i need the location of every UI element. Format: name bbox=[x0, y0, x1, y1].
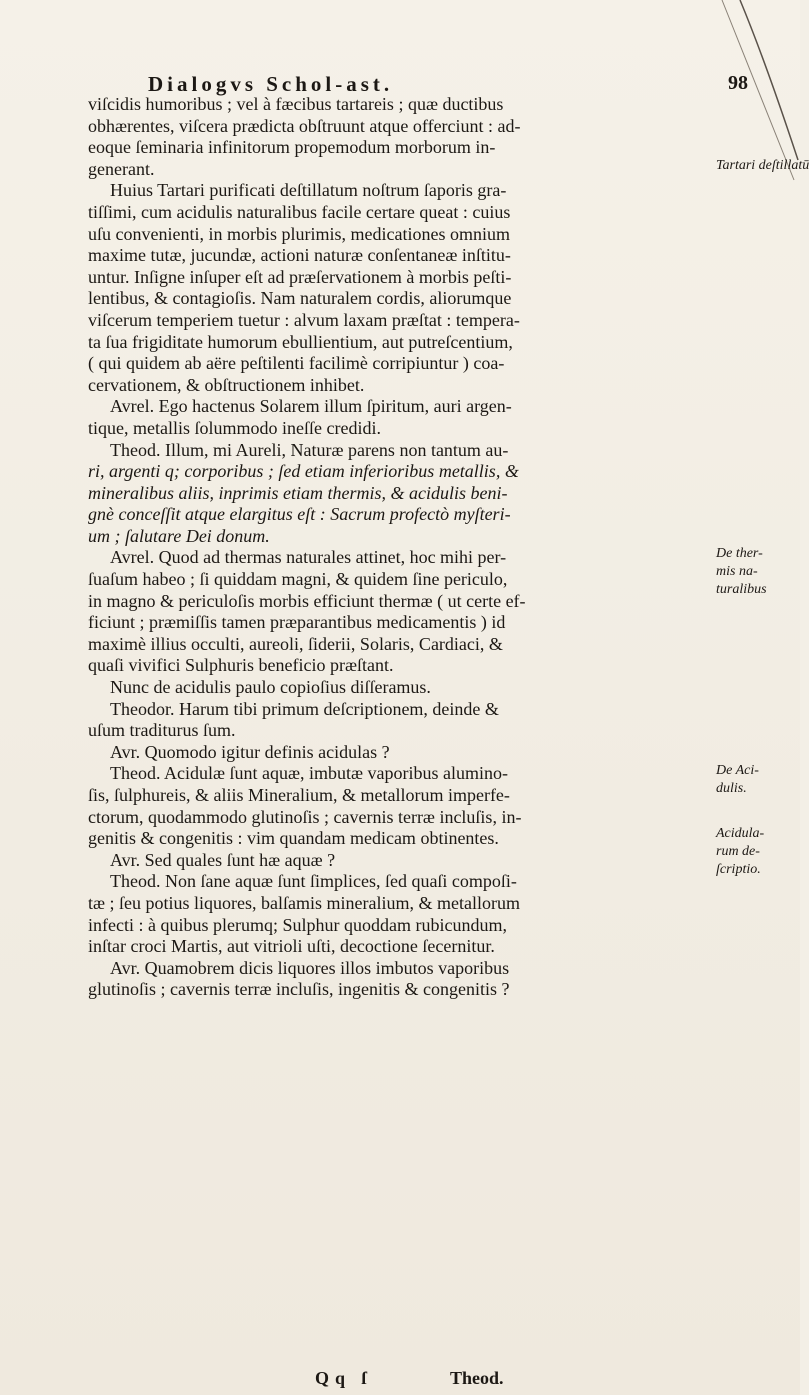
margin-note: De Aci- bbox=[716, 763, 759, 778]
margin-note: De ther- bbox=[716, 546, 763, 561]
margin-note: mis na- bbox=[716, 564, 758, 579]
text-line: Avr. Quamobrem dicis liquores illos imbutos vaporibus bbox=[110, 957, 510, 978]
text-line: uſu convenienti, in morbis plurimis, medicationes omnium bbox=[88, 223, 510, 244]
text-line: Avr. Sed quales ſunt hæ aquæ ? bbox=[110, 849, 336, 870]
text-line: maximè illius occulti, aureoli, ſiderii, Solaris, Cardiaci, & bbox=[88, 633, 503, 654]
text-line: Avr. Quomodo igitur definis acidulas ? bbox=[110, 741, 390, 762]
margin-note: turalibus bbox=[716, 582, 767, 597]
text-line: viſcerum temperiem tuetur : alvum laxam præſtat : tempera- bbox=[88, 309, 520, 330]
text-line: gnè conceſſit atque elargitus eſt : Sacrum profectò myſteri- bbox=[88, 504, 511, 525]
text-line: tique, metallis ſolummodo ineſſe credidi. bbox=[88, 417, 381, 438]
text-line: ri, argenti q; corporibus ; ſed etiam inferioribus metallis, & bbox=[88, 461, 519, 482]
text-line: generant. bbox=[88, 158, 155, 179]
text-line: Theod. Acidulæ ſunt aquæ, imbutæ vaporibus alumino- bbox=[110, 763, 508, 784]
text-line: tæ ; ſeu potius liquores, balſamis mineralium, & metallorum bbox=[88, 892, 520, 913]
text-line: um ; ſalutare Dei donum. bbox=[88, 525, 270, 546]
signature-mark: Qq ſ bbox=[315, 1368, 373, 1388]
margin-note: ſcriptio. bbox=[716, 862, 761, 877]
text-line: Theodor. Harum tibi primum deſcriptionem, deinde & bbox=[110, 698, 499, 719]
text-line: glutinoſis ; cavernis terræ incluſis, ingenitis & congenitis ? bbox=[88, 979, 510, 1000]
main-text bbox=[88, 94, 708, 1001]
text-line: inſtar croci Martis, aut vitrioli uſti, decoctione ſecernitur. bbox=[88, 936, 495, 957]
catchword: Theod. bbox=[450, 1368, 504, 1388]
text-line: Avrel. Ego hactenus Solarem illum ſpiritum, auri argen- bbox=[110, 396, 512, 417]
text-line: Theod. Illum, mi Aureli, Naturæ parens non tantum au- bbox=[110, 439, 509, 460]
text-line: tiſſimi, cum acidulis naturalibus facile certare queat : cuius bbox=[88, 201, 511, 222]
margin-note: Acidula- bbox=[716, 826, 765, 841]
text-line: untur. Inſigne inſuper eſt ad præſervationem à morbis peſti- bbox=[88, 266, 512, 287]
page-number: 98 bbox=[728, 72, 748, 94]
text-line: ſis, ſulphureis, & aliis Mineralium, & metallorum imperfe- bbox=[88, 785, 510, 805]
text-line: ( qui quidem ab aëre peſtilenti facilimè corripiuntur ) coa- bbox=[88, 353, 505, 374]
text-line: quaſi vivifici Sulphuris beneficio præſtant. bbox=[88, 655, 394, 676]
text-line: ſuaſum habeo ; ſi quiddam magni, & quidem ſine periculo, bbox=[88, 569, 508, 590]
text-line: obhærentes, viſcera prædicta obſtruunt atque offerciunt : ad- bbox=[88, 115, 521, 136]
text-line: lentibus, & contagioſis. Nam naturalem cordis, aliorumque bbox=[88, 288, 512, 309]
text-line: eoque ſeminaria infinitorum propemodum morborum in- bbox=[88, 137, 496, 158]
text-line: genitis & congenitis : vim quandam medicam obtinentes. bbox=[88, 828, 499, 849]
text-line: mineralibus aliis, inprimis etiam thermis, & acidulis beni- bbox=[88, 482, 508, 503]
text-line: Nunc de acidulis paulo copioſius diſſeramus. bbox=[110, 677, 431, 698]
text-line: uſum traditurus ſum. bbox=[88, 720, 236, 741]
text-line: maxime tutæ, jucundæ, actioni naturæ conſentaneæ inſtitu- bbox=[88, 245, 511, 266]
text-line: cervationem, & obſtructionem inhibet. bbox=[88, 374, 365, 395]
text-line: ctorum, quodammodo glutinoſis ; cavernis terræ incluſis, in- bbox=[88, 806, 522, 827]
text-line: Huius Tartari purificati deſtillatum noſtrum ſaporis gra- bbox=[110, 180, 507, 201]
margin-note: dulis. bbox=[716, 781, 747, 796]
text-line: Theod. Non ſane aquæ ſunt ſimplices, ſed quaſi compoſi- bbox=[110, 871, 517, 892]
text-line: ficiunt ; præmiſſis tamen præparantibus medicamentis ) id bbox=[88, 612, 506, 633]
text-line: in magno & periculoſis morbis efficiunt thermæ ( ut certe ef- bbox=[88, 590, 526, 611]
margin-note: rum de- bbox=[716, 844, 760, 859]
text-line: Avrel. Quod ad thermas naturales attinet, hoc mihi per- bbox=[110, 547, 507, 568]
text-line: viſcidis humoribus ; vel à fæcibus tartareis ; quæ ductibus bbox=[88, 94, 504, 114]
running-head: Dialogvs Schol-ast. bbox=[148, 72, 394, 96]
text-line: ta ſua frigiditate humorum ebullientium, aut putreſcentium, bbox=[88, 331, 513, 352]
margin-note: Tartari deſtillatū bbox=[716, 158, 809, 173]
text-line: infecti : à quibus plerumq; Sulphur quoddam rubicundum, bbox=[88, 914, 507, 935]
